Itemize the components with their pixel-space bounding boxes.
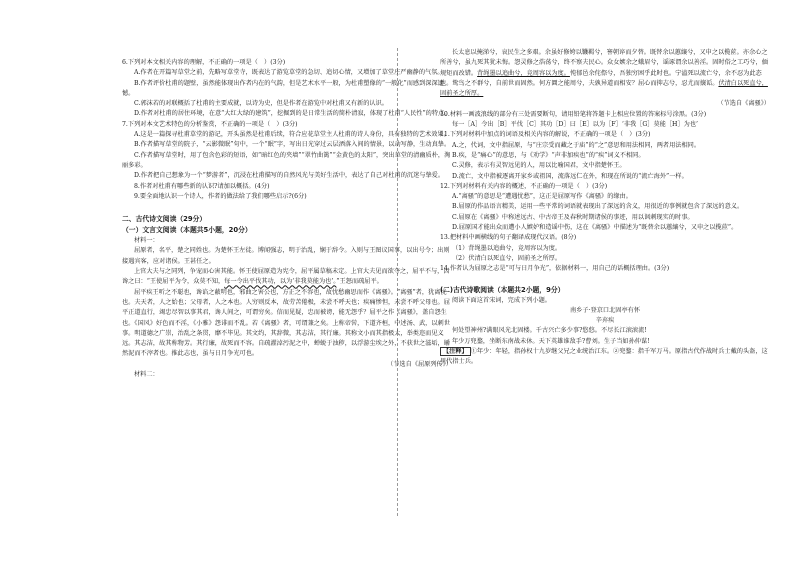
q7-option-c: C.作者描写草堂时，用了包含色彩的短语，如“暗红色的夹墙”“翠竹曲篱”“金黄色的太阳”，突出草堂的清幽质朴，淘丽多彩。 xyxy=(122,151,451,169)
q12-option-c: C.屈原在《离骚》中称述远古、中古帝王及春秋时期诸侯的事迹，用以讽刺现实的时事。 xyxy=(452,213,694,221)
m1p2-text-b: ”王怒而疏屈平。 xyxy=(336,278,383,286)
q11-option-a: A.之，代词，文中指屈原，与“庄宗受而藏之于庙”的“之”意思和用法相同，两者用法相同。 xyxy=(452,141,701,149)
material-2-p1 xyxy=(440,48,770,99)
left-column xyxy=(122,58,452,380)
poem-title: 南乡子·登京口北固亭有怀 xyxy=(569,306,641,314)
poem-line-1: 何处望神州?满眼风光北固楼。千古兴亡多少事?悠悠。不尽长江滚滚流! xyxy=(452,327,647,335)
q10-options: 每一［A］令出［B］平伐［C］其功［D］曰［E］以为［F］‘非我［G］莫能［H］为也’ xyxy=(452,121,698,129)
q13-item-2: （2）伏清白以死直兮，固前圣之所厚。 xyxy=(452,254,562,262)
section-2b-title: (二)古代诗歌阅读（本题共2小题，9分） xyxy=(440,285,565,294)
wavy-underlined-sentence: 每一令出平伐其功，以为‘非我莫能为也’。 xyxy=(224,278,337,286)
q7-option-b: B.作者描写草堂的院子，“云影微眠”句中，一个“眠”字，写出日光穿过云层洒落入间的情景，以动写静，生动真挚。 xyxy=(134,141,451,149)
q12-option-a: A.“离骚”的意思是“遭遇忧愁”，这正是屈原写作《离骚》的缘由。 xyxy=(452,193,632,201)
section-2a-title: （一）文言文阅读（本题共5小题，20分） xyxy=(122,226,252,235)
q12-option-d: D.屈原国才能出众而遭小人嫉妒和造谣中伤，这在《离骚》中描述为“既替余以蕙纕兮，又申之以揽茝”。 xyxy=(452,224,738,232)
underlined-sentence-1: 背绳墨以追曲兮，竞周容以为度。 xyxy=(477,69,570,77)
q7-option-a: A.这是一篇探寻杜甫草堂的游记，开头虽然是杜甫后续，符合应花草堂主人杜甫的诗人身份，具有独特的艺术效果。 xyxy=(134,131,450,139)
section-2-title: 二、古代诗文阅读（29分） xyxy=(122,215,207,224)
material-1-label: 材料一： xyxy=(134,237,159,245)
m2p1-text-b: 忳郁邑余侘傺兮，吾独穷困乎此时也。宁溘死以流亡兮，余不忍为此态也。鸷鸟之不群兮，自前世而固然。何方圜之能周兮，夫孰异道而相安？屈心而抑志兮，忍尤而攘诟。 xyxy=(440,69,762,87)
m1p2-text-a: 上官大夫与之同列，争宠而心害其能。怀王使屈原造为宪令，屈平属草稿未定。上官大夫见而欲夺之，屈平不与，因谗之曰：“王使屈平为令，众莫不知， xyxy=(122,268,450,286)
material-2-source: （节选自《离骚》） xyxy=(717,100,770,108)
q6-option-c: C.郭沫若的对联概括了杜甫的主要成就，以诗为史，但是作者在游览中对杜甫又有新的认识。 xyxy=(134,100,388,108)
underlined-sentence-2: 伏清白以死直兮，固前圣之所厚。 xyxy=(440,79,768,98)
m2p1-text-a: 长太息以掩涕兮，哀民生之多艰。余虽好修姱以鞿羁兮，謇朝谇而夕替。既替余以蕙纕兮，又申之以揽茝。亦余心之所善兮，虽九死其犹未悔。怨灵修之浩荡兮，终不察夫民心。众女嫉余之蛾眉兮，谣诼谓余以善淫。固时俗之工巧兮，偭规矩而改错。 xyxy=(440,49,768,77)
note-label: 【注释】 xyxy=(440,347,471,356)
q7-option-d: D.作者把自己想象为一个“梦游者”，沉浸在杜甫描写的自然风光与美好生活中，表达了自己对杜甫的沉迷与挚爱。 xyxy=(134,172,445,180)
poem-notes xyxy=(440,347,770,368)
q6-option-b: B.作者评价杜甫的题壁，虽然能体现出作者内在的气韵，但是艺术水平一般，为杜甫塑像的“一般化”而感到深深遗憾。 xyxy=(122,79,444,97)
material-1-p2 xyxy=(122,267,452,288)
q13-stem: 13.把材料中画横线的句子翻译成现代汉语。(8分) xyxy=(440,234,577,242)
q11-option-c: C.灵修，表示有灵智远见的人，用以比喻国君，文中指楚怀王。 xyxy=(452,162,626,170)
right-column xyxy=(440,48,770,368)
q14-stem: 14.作者认为屈原之志是“可与日月争光”，依据材料一，用自己的话概括理由。(3分) xyxy=(440,265,670,273)
q11-stem: 11.下列对材料中加点的词语及相关内容的解说，不正确的一项是（ ）(3分) xyxy=(440,131,651,139)
material-1-p3: 屈平疾王听之不聪也，谗谄之蔽明也，邪曲之害公也，方正之不容也，故忧愁幽思而作《离骚》。“离骚”者，犹离忧也。夫天者，人之始也；父母者，人之本也。人穷则反本，故劳苦倦极，未尝不呼天也；疾痛惨怛，未尝不呼父母也。屈平正道直行，竭忠尽智以事其君，谗人间之，可谓穷矣。信而见疑，忠而被谤，能无怨乎？屈平之作《离骚》，盖自怨生也。《国风》好色而不淫，《小雅》怨诽而不乱。若《离骚》者，可谓兼之矣。上称帝喾，下道齐桓，中述汤、武，以刺世事。明道德之广崇，治乱之条贯，靡不毕见。其文约，其辞微，其志洁，其行廉。其称文小而其指极大，举类迩而见义远。其志洁，故其称物芳。其行廉，故死而不容。自疏濯淖污泥之中，蝉蜕于浊秽，以浮游尘埃之外，不获世之滋垢，皭然泥而不滓者也。推此志也，虽与日月争光可也。 xyxy=(122,288,450,358)
q8: 8.作者对杜甫有哪些新的认识?请加以概括。(4分) xyxy=(134,182,270,190)
q11-option-d: D.流亡，文中指被逐离开家乡或祖国，流落远仁在外，和现在所说的“流亡海外”一样。 xyxy=(452,172,688,180)
note-text: ①年少：年轻，指孙权十九岁继父兄之业统治江东。②兜鍪：指千军万马。原指古代作战时兵士戴的头盔，这里代指士兵。 xyxy=(440,348,768,366)
q13-item-1: （1）背绳墨以追曲兮，竞周容以为度。 xyxy=(452,244,562,252)
q10-stem: 10.材料一画波浪线的部分有三处需要断句，请用铅笔将答题卡上相应位置的答案标号涂黑。(3分) xyxy=(440,110,707,118)
q6-stem: 6.下列对本文相关内容的理解，不正确的一项是（ ）(3分) xyxy=(122,59,286,66)
q12-option-b: B.屈原的作品语言精美，运用一些平常的词语就表现出了深远的含义，用很近的事例就包含了深远的意义。 xyxy=(452,203,744,211)
q7-stem: 7.下列对本文艺术特色的分析鉴赏，不正确的一项是（ ）(3分) xyxy=(122,120,298,128)
material-1-p1: 屈原者，名平，楚之同姓也。为楚怀王左徒。博闻强志，明于治乱，娴于辞令。入则与王图议国事，以出号令；出则接遇宾客，应对诸侯。王甚任之。 xyxy=(122,247,450,265)
material-1-source: （节选自《屈原列传》） xyxy=(387,360,452,368)
poem-intro: 阅读下面这首宋词，完成下列小题。 xyxy=(452,296,551,304)
q11-option-b: B.疾，是“痛心”的意思，与《劝学》“声非加疾也”的“疾”词义不相同。 xyxy=(452,151,645,159)
q6-option-d: D.作者对杜甫的居住环境，在意“大红大绿的建筑”，挖掘到的是日常生活的简朴清寂，体现了杜甫“人民性”的特点。 xyxy=(134,110,451,118)
poem-line-2: 年少万兜鍪，坐断东南战未休。天下英雄谁敌手?曹刘。生子当如孙仲谋! xyxy=(452,337,650,345)
poem-author: 辛弃疾 xyxy=(595,317,615,325)
material-2-label: 材料二： xyxy=(134,371,159,379)
q12-stem: 12.下列对材料有关内容的概述，不正确的一项是（ ）(3分) xyxy=(440,182,608,190)
q9: 9.要全面地认识一个诗人，作者的做法给了我们哪些启示?(6分) xyxy=(134,192,307,200)
q6-option-a: A.作者在开篇写草堂之前，先略写草堂寺，既表达了游览草堂的急切、追切心情，又增加了草堂庄严幽静的气氛。 xyxy=(134,69,444,77)
